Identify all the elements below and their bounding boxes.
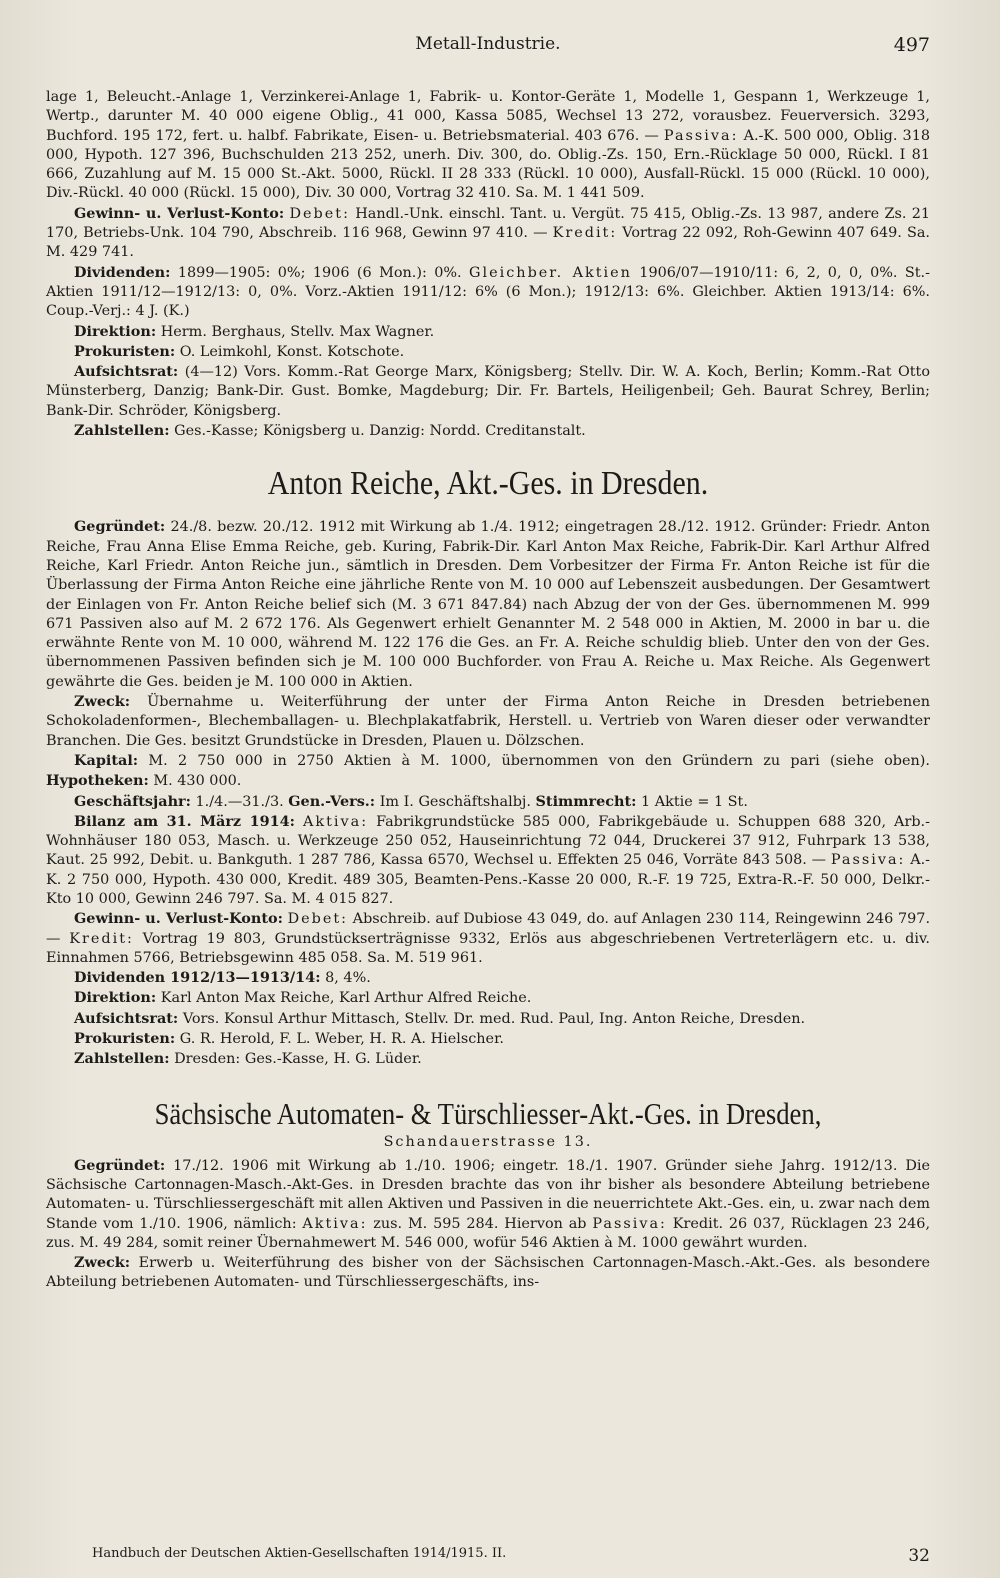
- procurists-text: G. R. Herold, F. L. Weber, H. R. A. Hielscher.: [179, 1031, 504, 1048]
- profit-loss-paragraph: [46, 204, 930, 263]
- paying-agents-text: Ges.-Kasse; Königsberg u. Danzig: Nordd. Creditanstalt.: [174, 423, 586, 440]
- profit-loss-label: Gewinn- u. Verlust-Konto:: [74, 910, 283, 928]
- aktiva-text: Fabrikgrundstücke 585 000, Fabrikgebäude u. Schuppen 688 320, Arb.-Wohnhäuser 180 053, Masch. u. Werkzeuge 250 052, Hauseinrichtung 72 044, Druckerei 37 912, Fuhrpark 13 538, Kaut. 25 992, Debit. u. Bankguth. 1 287 786, Kassa 6570, Wechsel u. Effekten 25 046, Vorräte 843 508. —: [46, 813, 930, 869]
- passiva-label: Passiva:: [592, 1215, 667, 1232]
- balance-sheet-paragraph: [46, 812, 930, 909]
- footer-source: Handbuch der Deutschen Aktien-Gesellschaften 1914/1915. II.: [92, 1546, 507, 1561]
- header-title: Metall-Industrie.: [415, 34, 561, 54]
- aktiva-label: Aktiva:: [302, 1215, 368, 1232]
- direction-paragraph: [46, 988, 930, 1008]
- procurists-paragraph: [46, 1029, 930, 1049]
- paying-agents-paragraph: [46, 421, 930, 441]
- kredit-label: Kredit:: [69, 930, 134, 947]
- section-anton-reiche: [46, 465, 930, 1069]
- company-title-saechsische-automaten: Sächsische Automaten- & Türschliesser-Akt.-Ges. in Dresden,: [154, 1095, 822, 1131]
- balance-paragraph: [46, 88, 930, 204]
- dividends-label: Dividenden 1912/13—1913/14:: [74, 969, 321, 987]
- supervisory-board-text: Vors. Konsul Arthur Mittasch, Stellv. Dr. med. Rud. Paul, Ing. Anton Reiche, Dresden.: [182, 1010, 806, 1027]
- procurists-paragraph: [46, 342, 930, 362]
- general-meeting-text: Im I. Geschäftshalbj.: [379, 793, 531, 810]
- profit-loss-label: Gewinn- u. Verlust-Konto:: [74, 204, 285, 222]
- founded-label: Gegründet:: [74, 1156, 166, 1174]
- supervisory-board-label: Aufsichtsrat:: [74, 1009, 179, 1027]
- dividends-paragraph: [46, 263, 930, 322]
- section-continued-company: [46, 88, 930, 441]
- supervisory-board-paragraph: [46, 1009, 930, 1029]
- paying-agents-label: Zahlstellen:: [74, 1050, 170, 1068]
- gleichber-label: Gleichber. Aktien: [469, 264, 632, 281]
- purpose-paragraph: [46, 692, 930, 751]
- company-address: Schandauerstrasse 13.: [383, 1133, 593, 1150]
- kredit-text: Vortrag 22 092, Roh-Gewinn 407 649. Sa. M. 429 741.: [46, 225, 930, 261]
- voting-right-label: Stimmrecht:: [535, 792, 637, 810]
- supervisory-board-label: Aufsichtsrat:: [74, 363, 179, 381]
- balance-sheet-label: Bilanz am 31. März 1914:: [74, 812, 295, 830]
- capital-paragraph: [46, 751, 930, 792]
- procurists-text: O. Leimkohl, Konst. Kotschote.: [179, 343, 405, 360]
- founded-paragraph: [46, 517, 930, 692]
- founded-text: 17./12. 1906 mit Wirkung ab 1./10. 1906; eingetr. 18./1. 1907. Gründer siehe Jahrg. 1912/13. Die Sächsische Cartonnagen-Masch.-Akt-Ges. in Dresden brachte das von ihr bisher als besondere Abteilung betriebene Automaten- u. Türschliessergeschäft mit allen Aktiven und Passiven in die neuerrichtete Akt.-Ges. ein, u. zwar nach dem Stande vom 1./10. 1906, nämlich:: [46, 1157, 930, 1232]
- capital-text: M. 2 750 000 in 2750 Aktien à M. 1000, übernommen von den Gründern zu pari (siehe oben).: [148, 752, 930, 769]
- kredit-label: Kredit:: [552, 225, 618, 242]
- aktiva-text: zus. M. 595 284. Hiervon ab: [373, 1215, 587, 1232]
- debet-text: Abschreib. auf Dubiose 43 049, do. auf Anlagen 230 114, Reingewinn 246 797. —: [46, 911, 931, 947]
- passiva-label: Passiva:: [663, 127, 739, 144]
- balance-passiva-text: A.-K. 500 000, Oblig. 318 000, Hypoth. 127 396, Buchschulden 213 252, unerh. Div. 300, do. Oblig.-Zs. 150, Ern.-Rücklage 50 000, Rückl. I 81 666, Zuzahlung auf M. 15 000 St.-Akt. 5000, Rückl. II 28 333 (Rückl. 10 000), Ausfall-Rückl. 15 000 (Rückl. 10 000), Div.-Rückl. 40 000 (Rückl. 15 000), Div. 30 000, Vortrag 32 410. Sa. M. 1 441 509.: [46, 127, 931, 202]
- purpose-text: Erwerb u. Weiterführung des bisher von der Sächsischen Cartonnagen-Masch.-Akt.-Ges. als besondere Abteilung betriebenen Automaten- und Türschliessergeschäfts, ins-: [46, 1255, 931, 1291]
- section-saechsische-automaten: [46, 1096, 930, 1293]
- purpose-label: Zweck:: [74, 693, 131, 711]
- paying-agents-text: Dresden: Ges.-Kasse, H. G. Lüder.: [174, 1051, 422, 1068]
- procurists-label: Prokuristen:: [74, 1030, 176, 1048]
- general-meeting-label: Gen.-Vers.:: [288, 792, 376, 810]
- fiscal-year-paragraph: [46, 792, 930, 812]
- founded-paragraph: [46, 1156, 930, 1253]
- dividends-text-2: 1906/07—1910/11: 6, 2, 0, 0, 0%. St.-Aktien 1911/12—1912/13: 0, 0%. Vorz.-Aktien 1911/12: 6% (6 Mon.); 1912/13: 6%. Gleichber. Aktien 1913/14: 6%. Coup.-Verj.: 4 J. (K.): [46, 264, 930, 320]
- paying-agents-label: Zahlstellen:: [74, 422, 170, 440]
- purpose-paragraph: [46, 1253, 930, 1293]
- dividends-paragraph: [46, 968, 930, 988]
- procurists-label: Prokuristen:: [74, 342, 176, 360]
- fiscal-year-label: Geschäftsjahr:: [74, 792, 191, 810]
- aktiva-label: Aktiva:: [302, 813, 369, 830]
- running-header: [46, 34, 930, 60]
- dividends-text: 8, 4%.: [325, 970, 371, 987]
- voting-right-text: 1 Aktie = 1 St.: [641, 793, 748, 810]
- kredit-text: Vortrag 19 803, Grundstückserträgnisse 9332, Erlös aus abgeschriebenen Vertreterlägern etc. u. div. Einnahmen 5766, Betriebsgewinn 485 058. Sa. M. 519 961.: [46, 930, 930, 966]
- founded-text: 24./8. bezw. 20./12. 1912 mit Wirkung ab 1./4. 1912; eingetragen 28./12. 1912. Gründer: Friedr. Anton Reiche, Frau Anna Elise Emma Reiche, geb. Kuring, Fabrik-Dir. Karl Anton Max Reiche, Fabrik-Dir. Karl Arthur Alfred Reiche, Karl Friedr. Anton Reiche jun., sämtlich in Dresden. Dem Vorbesitzer der Firma Fr. Anton Reiche ist für die Überlassung der Firma Anton Reiche eine jährliche Rente von M. 10 000 auf Lebenszeit ausbedungen. Der Gesamtwert der Einlagen von Fr. Anton Reiche belief sich (M. 3 671 847.84) nach Abzug der von der Ges. übernommenen M. 999 671 Passiven also auf M. 2 672 176. Als Gegenwert erhielt Genannter M. 2 548 000 in Aktien, M. 2000 in bar u. die erwähnte Rente von M. 10 000, während M. 122 176 die Ges. an Fr. A. Reiche schuldig blieb. Unter den von der Ges. übernommenen Passiven befinden sich je M. 100 000 Buchforder. von Frau A. Reiche u. Max Reiche. Als Gegenwert gewährte die Ges. beiden je M. 100 000 in Aktien.: [46, 519, 930, 690]
- direction-paragraph: [46, 322, 930, 342]
- direction-text: Herm. Berghaus, Stellv. Max Wagner.: [160, 323, 435, 340]
- page-footer: [92, 1546, 930, 1566]
- direction-text: Karl Anton Max Reiche, Karl Arthur Alfred Reiche.: [160, 990, 532, 1007]
- company-title-anton-reiche: Anton Reiche, Akt.-Ges. in Dresden.: [267, 465, 709, 503]
- profit-loss-paragraph: [46, 909, 930, 968]
- dividends-label: Dividenden:: [74, 263, 171, 281]
- footer-signature: 32: [908, 1546, 930, 1566]
- passiva-label: Passiva:: [830, 852, 906, 869]
- purpose-label: Zweck:: [74, 1254, 131, 1272]
- direction-label: Direktion:: [74, 322, 157, 340]
- balance-aktiva-text: lage 1, Beleucht.-Anlage 1, Verzinkerei-Anlage 1, Fabrik- u. Kontor-Geräte 1, Modelle 1, Gespann 1, Werkzeuge 1, Wertp., darunter M. 40 000 eigene Oblig., 41 000, Kassa 5085, Wechsel 13 272, vorausbez. Feuerversich. 3293, Buchford. 195 172, fert. u. halbf. Fabrikate, Eisen- u. Betriebsmaterial. 403 676. —: [46, 89, 930, 144]
- mortgages-text: M. 430 000.: [153, 773, 242, 790]
- founded-label: Gegründet:: [74, 518, 166, 536]
- mortgages-label: Hypotheken:: [46, 772, 149, 790]
- supervisory-board-paragraph: [46, 362, 930, 421]
- paying-agents-paragraph: [46, 1049, 930, 1069]
- passiva-text: Kredit. 26 037, Rücklagen 23 246, zus. M. 49 284, somit reiner Übernahmewert M. 546 000, wofür 546 Aktien à M. 1000 gewährt wurden.: [46, 1215, 931, 1251]
- debet-label: Debet:: [289, 205, 350, 222]
- passiva-text: A.-K. 2 750 000, Hypoth. 430 000, Kredit. 489 305, Beamten-Pens.-Kasse 20 000, R.-F. 19 725, Extra-R.-F. 50 000, Delkr.-Kto 10 000, Gewinn 246 797. Sa. M. 4 015 827.: [46, 852, 931, 907]
- direction-label: Direktion:: [74, 989, 157, 1007]
- page-number: 497: [893, 34, 930, 56]
- dividends-text: 1899—1905: 0%; 1906 (6 Mon.): 0%.: [177, 264, 462, 281]
- debet-text: Handl.-Unk. einschl. Tant. u. Vergüt. 75 415, Oblig.-Zs. 13 987, andere Zs. 21 170, Betriebs-Unk. 104 790, Abschreib. 116 968, Gewinn 97 410. —: [46, 205, 931, 242]
- supervisory-board-text: (4—12) Vors. Komm.-Rat George Marx, Königsberg; Stellv. Dir. W. A. Koch, Berlin; Komm.-Rat Otto Münsterberg, Danzig; Bank-Dir. Gust. Bomke, Magdeburg; Dir. Fr. Bartels, Heiligenbeil; Geh. Baurat Schrey, Berlin; Bank-Dir. Schröder, Königsberg.: [46, 364, 930, 419]
- capital-label: Kapital:: [74, 751, 139, 769]
- debet-label: Debet:: [287, 911, 348, 928]
- purpose-text: Übernahme u. Weiterführung der unter der Firma Anton Reiche in Dresden betriebenen Schokoladenformen-, Blechemballagen- u. Blechplakatfabrik, Herstell. u. Vertrieb von Waren dieser oder verwandter Branchen. Die Ges. besitzt Grundstücke in Dresden, Plauen u. Dölzschen.: [46, 694, 930, 749]
- fiscal-year-text: 1./4.—31./3.: [195, 793, 284, 810]
